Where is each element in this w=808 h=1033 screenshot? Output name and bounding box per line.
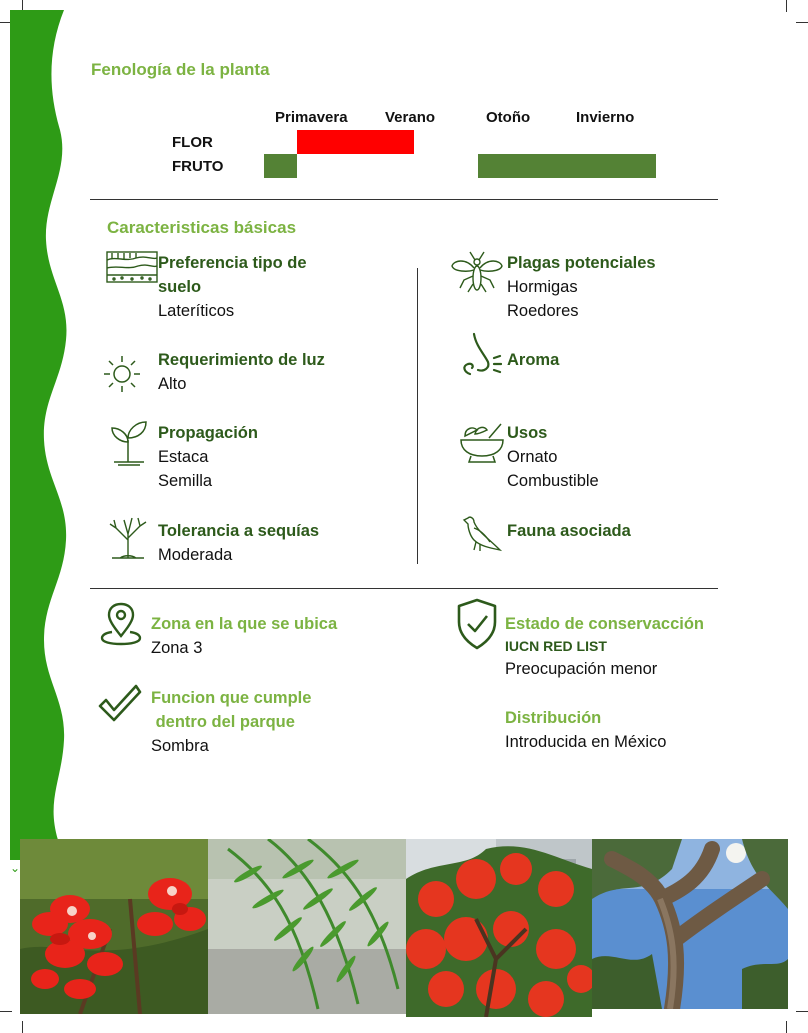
sun-icon [102,354,142,394]
mortar-herbs-icon [459,420,505,464]
crop-mark [796,1011,808,1012]
feature-value: Moderada [158,546,233,564]
conservation-title: Estado de conservacción [505,615,704,633]
crop-mark [796,22,808,23]
feature-value: Roedores [507,302,579,320]
function-title: Funcion que cumple [151,689,312,707]
function-value: Sombra [151,737,209,755]
border-mark: ⌄ [10,861,21,875]
season-label: Otoño [486,109,531,126]
soil-layers-icon [106,250,158,284]
feature-value: Lateríticos [158,302,235,320]
crop-mark [786,0,787,12]
feature-title: Requerimiento de luz [158,351,325,369]
feature-value: Estaca [158,448,209,466]
leaf-photo [208,839,406,1014]
feature-value: Combustible [507,472,599,490]
conservation-value: Preocupación menor [505,660,658,678]
season-label: Invierno [576,109,635,126]
feature-title: Propagación [158,424,258,442]
dry-tree-icon [106,514,150,560]
season-label: Primavera [275,109,348,126]
flower-bar [297,130,414,154]
crop-mark [0,1011,12,1012]
conservation-subtitle: IUCN RED LIST [505,638,607,654]
phenology-title: Fenología de la planta [91,60,270,79]
location-pin-icon [100,602,142,646]
wavy-green-border [0,0,70,870]
feature-title: suelo [158,278,202,296]
insect-icon [450,250,504,296]
zone-value: Zona 3 [151,639,203,657]
seedling-icon [108,420,150,466]
shield-check-icon [455,598,499,650]
trunk-photo [592,839,788,1009]
feature-title: Usos [507,424,548,442]
function-title: dentro del parque [151,713,295,731]
zone-title: Zona en la que se ubica [151,615,338,633]
feature-title: Aroma [507,351,560,369]
row-label-fruto: FRUTO [172,158,224,175]
tree-canopy-photo [406,839,592,1017]
flower-photo [20,839,208,1014]
crop-mark [22,1021,23,1033]
row-label-flor: FLOR [172,134,213,151]
feature-value: Hormigas [507,278,578,296]
feature-title: Plagas potenciales [507,254,656,272]
divider [90,588,718,589]
basics-title: Caracteristicas básicas [107,218,297,237]
feature-value: Alto [158,375,187,393]
feature-title: Tolerancia a sequías [158,522,320,540]
bird-icon [460,514,504,554]
nose-icon [460,332,502,378]
crop-mark [786,1021,787,1033]
divider [90,199,718,200]
feature-title: Preferencia tipo de [158,254,307,272]
season-label: Verano [385,109,436,126]
column-divider [417,268,418,564]
fruit-bar [478,154,656,178]
checkmark-icon [98,684,142,724]
feature-value: Ornato [507,448,558,466]
fruit-bar [264,154,297,178]
feature-value: Semilla [158,472,213,490]
distribution-title: Distribución [505,709,602,727]
feature-title: Fauna asociada [507,522,631,540]
distribution-value: Introducida en México [505,733,667,751]
